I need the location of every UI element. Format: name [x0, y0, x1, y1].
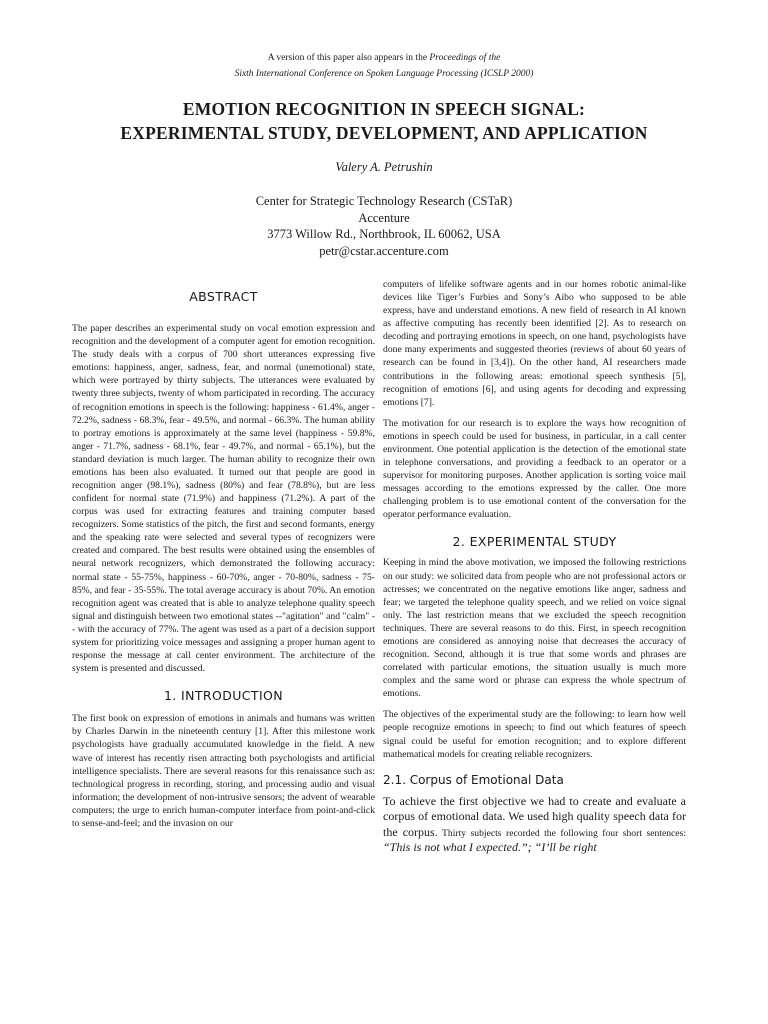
- motivation-text: The motivation for our research is to explore the ways how recognition of emotions in speech could be used for business, in particular, in a call center environment. One potential application is the detection of the emotional state in telephone conversations, and providing a feedback to an operator or a supervisor for monitoring purposes. Another application is sorting voice mail messages according to the emotions expressed by the caller. One more challenging problem is to use emotional content of the conversation for the operator performance evaluation.: [383, 417, 686, 521]
- affiliation-block: [0, 193, 768, 259]
- paper-title: [0, 97, 768, 145]
- corpus-text-small: Thirty subjects recorded the following four short sentences:: [442, 827, 687, 839]
- introduction-continued-text: computers of lifelike software agents and in our homes robotic animal-like devices like Tiger’s Furbies and Sony’s Aibo who supposed to be able express, have and understand emotions. A new field of research in AI known as affective computing has recently been identified [2]. As to research on decoding and portraying emotions in speech, on one hand, psychologists have done many experiments and suggested theories (reviews of about 60 years of research can be found in [3,4]). On the other hand, AI researchers made contributions in the following areas: emotional speech synthesis [5], recognition of emotions [6], and using agents for decoding and expressing emotions [7].: [383, 279, 686, 408]
- paper-title-line1: EMOTION RECOGNITION IN SPEECH SIGNAL:: [182, 99, 586, 119]
- left-column: [72, 290, 375, 830]
- abstract-text: The paper describes an experimental study on vocal emotion expression and recognition and the development of a computer agent for emotion recognition. The study deals with a corpus of 700 short utterances expressing five emotions: happiness, anger, sadness, fear, and normal (unemotional) state, which were portrayed by thirty subjects. The utterances were evaluated by twenty three subjects, twenty of whom participated in recording. The accuracy of recognition emotions in speech is the following: happiness - 61.4%, anger - 72.2%, sadness - 68.3%, fear - 49.5%, and normal - 66.3%. The human ability to portray emotions is approximately at the same level (happiness - 59.8%, anger - 71.7%, sadness - 68.1%, fear - 49.7%, and normal - 65.1%), but the standard deviation is much larger. The human ability to recognize their own emotions has been also evaluated. It turned out that people are good in recognition anger (98.1%), sadness (80%) and fear (78.8%), but are less confident for normal state (71.9%) and happiness (71.2%). A part of the corpus was used for extracting features and training computer based recognizers. Some statistics of the pitch, the first and second formants, energy and the speaking rate were selected and several types of recognizers were created and compared. The best results were obtained using the ensembles of neural network recognizers, which demonstrated the following accuracy: normal state - 55-75%, happiness - 60-70%, anger - 70-80%, sadness - 75-85%, and fear - 35-55%. The total average accuracy is about 70%. An emotion recognition agent was created that is able to analyze telephone quality speech signal and distinguish between two emotional states --"agitation" and "calm" -- with the accuracy of 77%. The agent was used as a part of a decision support system for prioritizing voice messages and assigning a proper human agent to response the message at call center environment. The architecture of the system is presented and discussed.: [72, 323, 375, 675]
- affiliation-company: Accenture: [358, 210, 410, 225]
- paper-title-line2: EXPERIMENTAL STUDY, DEVELOPMENT, AND APPLICATION: [120, 123, 648, 143]
- author-name: Valery A. Petrushin: [335, 160, 433, 174]
- corpus-sentence-quote: “This is not what I expected.”; “I’ll be right: [383, 840, 597, 855]
- publication-note-conference: Sixth International Conference on Spoken Language Processing (ICSLP 2000): [234, 69, 534, 79]
- publication-note: [0, 50, 768, 82]
- experimental-study-heading: 2. EXPERIMENTAL STUDY: [452, 534, 617, 550]
- publication-note-line1: [0, 50, 768, 66]
- affiliation-center: Center for Strategic Technology Research (CSTaR): [255, 194, 513, 208]
- author-email: petr@cstar.accenture.com: [319, 243, 449, 258]
- objectives-text: The objectives of the experimental study are the following: to learn how well people recognize emotions in speech; to find out which features of speech signal could be useful for emotion recognition; and to explore different mathematical models for creating reliable recognizers.: [383, 709, 686, 760]
- affiliation-address: 3773 Willow Rd., Northbrook, IL 60062, USA: [267, 227, 501, 242]
- corpus-text: [383, 794, 686, 856]
- corpus-text-large: To achieve the first objective we had to create and evaluate a corpus of emotional data. We used high quality speech data for the corpus.: [383, 793, 686, 839]
- corpus-heading: 2.1. Corpus of Emotional Data: [383, 772, 564, 787]
- publication-note-text: A version of this paper also appears in the: [267, 53, 428, 63]
- experimental-study-text: Keeping in mind the above motivation, we imposed the following restrictions on our study: we solicited data from people who are not professional actors or actresses; we concentrated on the negative emotions like anger, sadness and fear; we targeted the telephone quality speech, and we relied on voice signal only. The last restriction means that we excluded the speech recognition techniques. There are several reasons to do this. First, in speech recognition emotions are considered as annoying noise that decreases the accuracy of recognition. Second, although it is true that some words and phrases are correlated with particular emotions, the situation usually is much more complex and the same word or phrase can express the whole spectrum of emotions.: [383, 557, 686, 700]
- right-column: [383, 278, 686, 856]
- publication-note-venue: Proceedings of the: [429, 53, 501, 63]
- introduction-text: The first book on expression of emotions in animals and humans was written by Charles Darwin in the nineteenth century [1]. After this milestone work psychologists have gradually accumulated knowledge in the field. A new wave of interest has recently risen attracting both psychologists and artificial intelligence specialists. There are several reasons for this renaissance such as: technological progress in recording, storing, and processing audio and visual information; the development of non-intrusive sensors; the advent of wearable computers; the urge to enrich human-computer interface from point-and-click to sense-and-feel; and the invasion on our: [72, 713, 375, 829]
- introduction-heading: 1. INTRODUCTION: [163, 688, 284, 704]
- abstract-heading: ABSTRACT: [189, 289, 258, 304]
